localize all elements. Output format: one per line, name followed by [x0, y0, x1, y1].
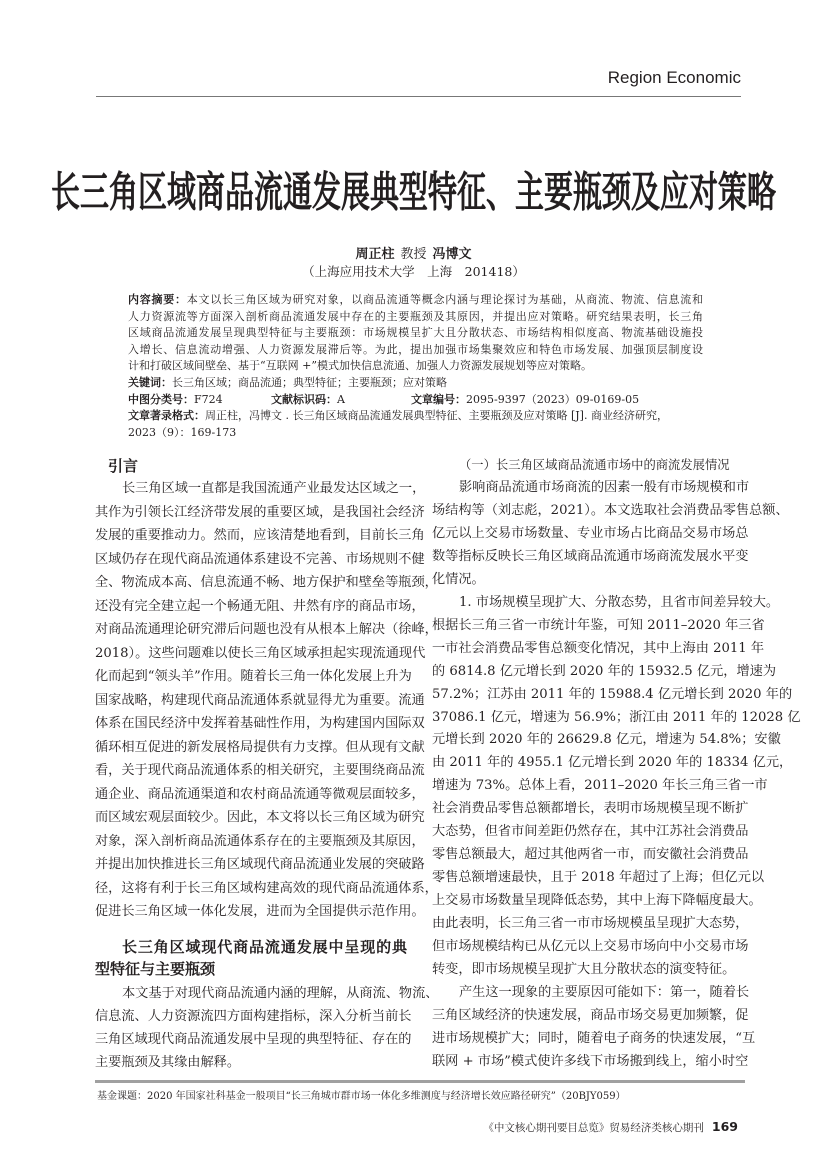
text-line: 对商品流通理论研究滞后问题也没有从根本上解决（徐峰， — [95, 622, 438, 637]
text-line: 国家战略，构建现代商品流通体系就显得尤为重要。流通 — [95, 692, 425, 708]
text-line: 化而起到“领头羊”作用。随着长三角一体化发展上升为 — [95, 669, 412, 684]
abstract-line: 人力资源流等方面深入剖析商品流通发展中存在的主要瓶颈及其原因，并提出应对策略。研究结果表明，长三角 — [128, 309, 703, 323]
text-line: 还没有完全建立起一个畅通无阻、井然有序的商品市场， — [95, 598, 425, 614]
abstract-line: 区域商品流通发展呈现典型特征与主要瓶颈：市场规模呈扩大且分散状态、市场结构相似度高、物流基础设施投 — [128, 326, 703, 340]
text-line: 由 2011 年的 4955.1 亿元增长到 2020 年的 18334 亿元， — [432, 755, 793, 771]
section-heading-intro: 引言 — [108, 457, 139, 475]
citation-row-2 — [128, 425, 703, 442]
clc-code: F724 — [194, 392, 223, 406]
text-line: 化情况。 — [432, 571, 485, 587]
text-line: 零售总额最大，超过其他两省一市，而安徽社会消费品 — [432, 847, 749, 863]
heading-line: 型特征与主要瓶颈 — [95, 959, 216, 978]
header-rule — [96, 96, 741, 97]
text-line: 循环相互促进的新发展格局提供有力支撑。但从现有文献 — [95, 739, 425, 755]
keywords: 长三角区域；商品流通；典型特征；主要瓶颈；应对策略 — [172, 375, 447, 389]
text-line: 影响商品流通市场商流的因素一般有市场规模和市 — [459, 480, 750, 495]
text-line: 发展的重要推动力。然而，应该清楚地看到，目前长三角 — [95, 528, 425, 543]
author-name: 周正柱 — [355, 247, 395, 262]
abstract-line: 入增长、信息流动增强、人力资源发展滞后等。为此，提出加强市场集聚效应和特色市场发展、加强顶层制度设 — [128, 342, 703, 356]
paragraph — [432, 477, 789, 592]
citation: 周正柱，冯博文 . 长三角区域商品流通发展典型特征、主要瓶颈及应对策略 [J]. 商业经济研究， — [205, 409, 668, 423]
text-line: 的 6814.8 亿元增长到 2020 年的 15932.5 亿元，增速为 — [432, 663, 777, 679]
clc-label: 中图分类号： — [128, 392, 194, 406]
text-line: 上交易市场数量呈现降低态势，其中上海下降幅度最大。 — [432, 893, 762, 909]
text-line: 根据长三角三省一市统计年鉴，可知 2011–2020 年三省 — [432, 617, 765, 633]
article-title: 长三角区域商品流通发展典型特征、主要瓶颈及应对策略 — [50, 167, 776, 217]
text-line: 本文基于对现代商品流通内涵的理解，从商流、物流、 — [122, 986, 439, 1001]
text-line: 全、物流成本高、信息流通不畅、地方保护和壁垒等瓶颈， — [95, 575, 438, 590]
heading-line: 长三角区域现代商品流通发展中呈现的典 — [122, 938, 407, 956]
text-line: 数等指标反映长三角区域商品流通市场商流发展水平变 — [432, 548, 749, 564]
text-line: 大态势，但省市间差距仍然存在，其中江苏社会消费品 — [432, 824, 749, 840]
paragraph — [95, 982, 439, 1074]
keywords-label: 关键词： — [128, 375, 172, 389]
doc-code: A — [337, 392, 345, 406]
subsection-heading: （一）长三角区域商品流通市场中的商流发展情况 — [459, 458, 730, 472]
text-line: 促进长三角区域一体化发展，进而为全国提供示范作用。 — [95, 904, 425, 919]
paragraph — [432, 982, 756, 1074]
text-line: 增速为 73%。总体上看，2011–2020 年长三角三省一市 — [432, 778, 768, 794]
text-line: 元增长到 2020 年的 26629.8 亿元，增速为 54.8%；安徽 — [432, 732, 781, 748]
text-line: 2018）。这些问题难以使长三角区域承担起实现流通现代 — [95, 645, 426, 661]
page-footer — [483, 1119, 738, 1135]
text-line: 看，关于现代商品流通体系的相关研究，主要围绕商品流 — [95, 763, 425, 778]
abstract-block — [128, 292, 703, 441]
running-head: Region Economic — [607, 68, 741, 87]
text-line: 区域仍存在现代商品流通体系建设不完善、市场规则不健 — [95, 551, 425, 567]
text-line: 零售总额增速最快，且于 2018 年超过了上海；但亿元以 — [432, 870, 765, 886]
text-line: 而区域宏观层面较少。因此，本文将以长三角区域为研究 — [95, 810, 425, 825]
text-line: 社会消费品零售总额都增长，表明市场规模呈现不断扩 — [432, 801, 749, 817]
text-line: 但市场规模结构已从亿元以上交易市场向中小交易市场 — [432, 939, 749, 955]
citation-label: 文章著录格式： — [128, 409, 205, 423]
abstract-label: 内容摘要： — [128, 293, 187, 306]
text-line: 亿元以上交易市场数量、专业市场占比商品交易市场总 — [432, 525, 749, 541]
journal-index-note: 《中文核心期刊要目总览》贸易经济类核心期刊 — [483, 1122, 704, 1134]
author-rank: 教授 — [400, 247, 427, 262]
text-line: 其作为引领长江经济带发展的重要区域，是我国社会经济 — [95, 504, 425, 520]
page-number: 169 — [711, 1119, 738, 1134]
text-line: 通企业、商品流通渠道和农村商品流通等微观层面较多， — [95, 786, 425, 802]
text-line: 三角区域经济的快速发展，商品市场交易更加频繁，促 — [432, 1007, 749, 1023]
article-no: 2095-9397（2023）09-0169-05 — [466, 392, 640, 406]
doc-code-label: 文献标识码： — [271, 392, 337, 406]
text-line: 57.2%；江苏由 2011 年的 15988.4 亿元增长到 2020 年的 — [432, 686, 793, 702]
text-line: 37086.1 亿元，增速为 56.9%；浙江由 2011 年的 12028 亿 — [432, 709, 801, 725]
section-heading — [95, 937, 407, 980]
text-line: 信息流、人力资源流四方面构建指标，深入分析当前长 — [95, 1009, 412, 1024]
author-name: 冯博文 — [432, 247, 472, 262]
paragraph — [95, 477, 438, 924]
text-line: 联网 + 市场”模式使许多线下市场搬到线上，缩小时空 — [432, 1053, 749, 1069]
text-line: 产生这一现象的主要原因可能如下：第一，随着长 — [459, 984, 750, 1000]
abstract-line: 计和打破区域间壁垒、基于“互联网 +”模式加快信息流通、加强人力资源发展规划等应对策略。 — [128, 359, 592, 373]
text-line: 进市场规模扩大；同时，随着电子商务的快速发展，“互 — [432, 1030, 756, 1046]
text-line: 1. 市场规模呈现扩大、分散态势，且省市间差异较大。 — [459, 594, 780, 610]
abstract-text — [128, 292, 703, 375]
text-line: 主要瓶颈及其缘由解释。 — [95, 1055, 241, 1070]
footnote-rule — [95, 1080, 745, 1083]
funding-note: 基金课题：2020 年国家社科基金一般项目“长三角城市群市场一体化多维测度与经济增长效应路径研究”（20BJY059） — [97, 1091, 626, 1102]
text-line: 三角区域现代商品流通发展中呈现的典型特征、存在的 — [95, 1032, 412, 1047]
article-no-label: 文章编号： — [411, 392, 466, 406]
authors — [0, 243, 827, 262]
text-line: 由此表明，长三角三省一市市场规模虽呈现扩大态势， — [432, 916, 749, 932]
affiliation: （上海应用技术大学 上海 201418） — [302, 264, 525, 279]
text-line: 转变，即市场规模呈现扩大且分散状态的演变特征。 — [432, 962, 736, 977]
text-line: 并提出加快推进长三角区域现代商品流通业发展的突破路 — [95, 857, 425, 872]
citation-row — [128, 408, 703, 425]
text-line: 体系在国民经济中发挥着基础性作用，为构建国内国际双 — [95, 716, 425, 731]
text-line: 对象，深入剖析商品流通体系存在的主要瓶颈及其原因， — [95, 833, 425, 849]
paragraph — [432, 592, 801, 982]
abstract-line: 内容摘要：本文以长三角区域为研究对象，以商品流通等概念内涵与理论探讨为基础，从商流、物流、信息流和 — [128, 293, 703, 306]
keywords-row — [128, 375, 703, 392]
text-line: 一市社会消费品零售总额变化情况，其中上海由 2011 年 — [432, 640, 765, 656]
text-line: 场结构等（刘志彪，2021）。本文选取社会消费品零售总额、 — [432, 502, 789, 518]
text-line: 长三角区域一直都是我国流通产业最发达区域之一， — [122, 481, 426, 496]
classification-row — [128, 392, 703, 409]
citation-cont: 2023（9）：169-173 — [128, 425, 237, 439]
text-line: 径，这将有利于长三角区域构建高效的现代商品流通体系， — [95, 880, 438, 896]
